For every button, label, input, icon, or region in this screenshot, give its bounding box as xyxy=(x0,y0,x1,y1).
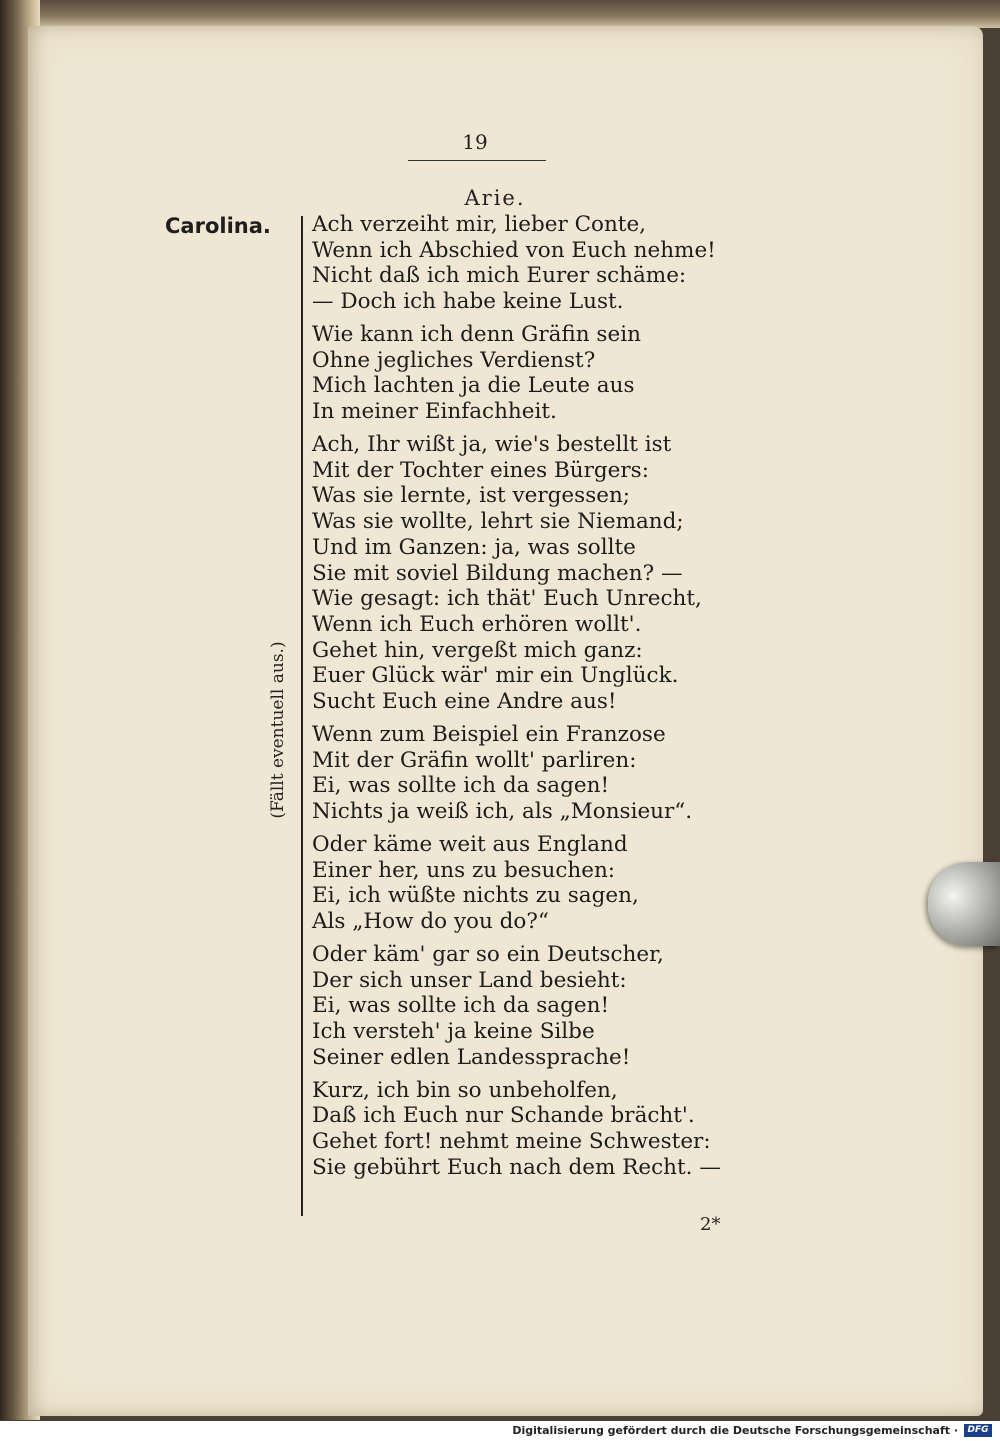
stanza xyxy=(312,322,742,425)
verse-line: Ei, ich wüßte nichts zu sagen, xyxy=(312,883,639,909)
verse-line: Nichts ja weiß ich, als „Monsieur“. xyxy=(312,799,693,825)
stanza xyxy=(312,942,742,1071)
stanza xyxy=(312,832,742,935)
stanza xyxy=(312,1078,742,1181)
dfg-logo-icon: DFG xyxy=(964,1424,992,1437)
verse-block xyxy=(312,212,742,1188)
book-top-edge xyxy=(30,0,1000,28)
verse-line: Seiner edlen Landessprache! xyxy=(312,1044,631,1070)
verse-line: — Doch ich habe keine Lust. xyxy=(312,289,624,315)
speaker-name: Carolina. xyxy=(165,214,271,238)
verse-line: Mit der Gräfin wollt' parliren: xyxy=(312,747,637,773)
verse-line: Oder käm' gar so ein Deutscher, xyxy=(312,941,664,967)
verse-line: Nicht daß ich mich Eurer schäme: xyxy=(312,263,687,289)
verse-line: Was sie wollte, lehrt sie Niemand; xyxy=(312,509,684,535)
verse-line: Mit der Tochter eines Bürgers: xyxy=(312,457,649,483)
verse-line: Sucht Euch eine Andre aus! xyxy=(312,689,617,715)
verse-line: Wenn zum Beispiel ein Franzose xyxy=(312,721,666,747)
verse-line: Wie kann ich denn Gräfin sein xyxy=(312,322,641,347)
verse-line: Einer her, uns zu besuchen: xyxy=(312,857,616,883)
verse-line: Wie gesagt: ich thät' Euch Unrecht, xyxy=(312,586,702,612)
verse-line: Ohne jegliches Verdienst? xyxy=(312,347,596,373)
bracket-line xyxy=(301,216,303,1216)
section-heading: Arie. xyxy=(464,186,526,210)
verse-line: Wenn ich Abschied von Euch nehme! xyxy=(312,237,716,263)
verse-line: Oder käme weit aus England xyxy=(312,831,628,857)
verse-line: Mich lachten ja die Leute aus xyxy=(312,373,635,399)
verse-line: Daß ich Euch nur Schande brächt'. xyxy=(312,1103,695,1129)
verse-line: Wenn ich Euch erhören wollt'. xyxy=(312,611,642,637)
verse-line: Ei, was sollte ich da sagen! xyxy=(312,773,610,799)
verse-line: Und im Ganzen: ja, was sollte xyxy=(312,534,636,560)
verse-line: Was sie lernte, ist vergessen; xyxy=(312,483,631,509)
page-number: 19 xyxy=(462,130,488,154)
verse-line: Als „How do you do?“ xyxy=(312,909,549,935)
stanza xyxy=(312,722,742,825)
footer-credit: Digitalisierung gefördert durch die Deutsche Forschungsgemeinschaft · xyxy=(512,1424,958,1437)
verse-line: Ach verzeiht mir, lieber Conte, xyxy=(312,212,647,237)
verse-line: Gehet hin, vergeßt mich ganz: xyxy=(312,637,643,663)
page-clip xyxy=(928,862,1000,946)
verse-line: Der sich unser Land besieht: xyxy=(312,967,627,993)
signature-mark: 2* xyxy=(700,1214,721,1235)
stanza xyxy=(312,432,742,715)
stanza xyxy=(312,212,742,315)
verse-line: Sie mit soviel Bildung machen? — xyxy=(312,560,683,586)
side-note: (Fällt eventuell aus.) xyxy=(268,641,288,819)
verse-line: In meiner Einfachheit. xyxy=(312,399,557,425)
verse-line: Ich versteh' ja keine Silbe xyxy=(312,1019,595,1045)
verse-line: Euer Glück wär' mir ein Unglück. xyxy=(312,663,679,689)
verse-line: Gehet fort! nehmt meine Schwester: xyxy=(312,1129,711,1155)
verse-line: Kurz, ich bin so unbeholfen, xyxy=(312,1077,618,1103)
header-rule xyxy=(408,160,546,161)
verse-line: Ei, was sollte ich da sagen! xyxy=(312,993,610,1019)
verse-line: Sie gebührt Euch nach dem Recht. — xyxy=(312,1154,721,1180)
verse-line: Ach, Ihr wißt ja, wie's bestellt ist xyxy=(312,432,672,457)
